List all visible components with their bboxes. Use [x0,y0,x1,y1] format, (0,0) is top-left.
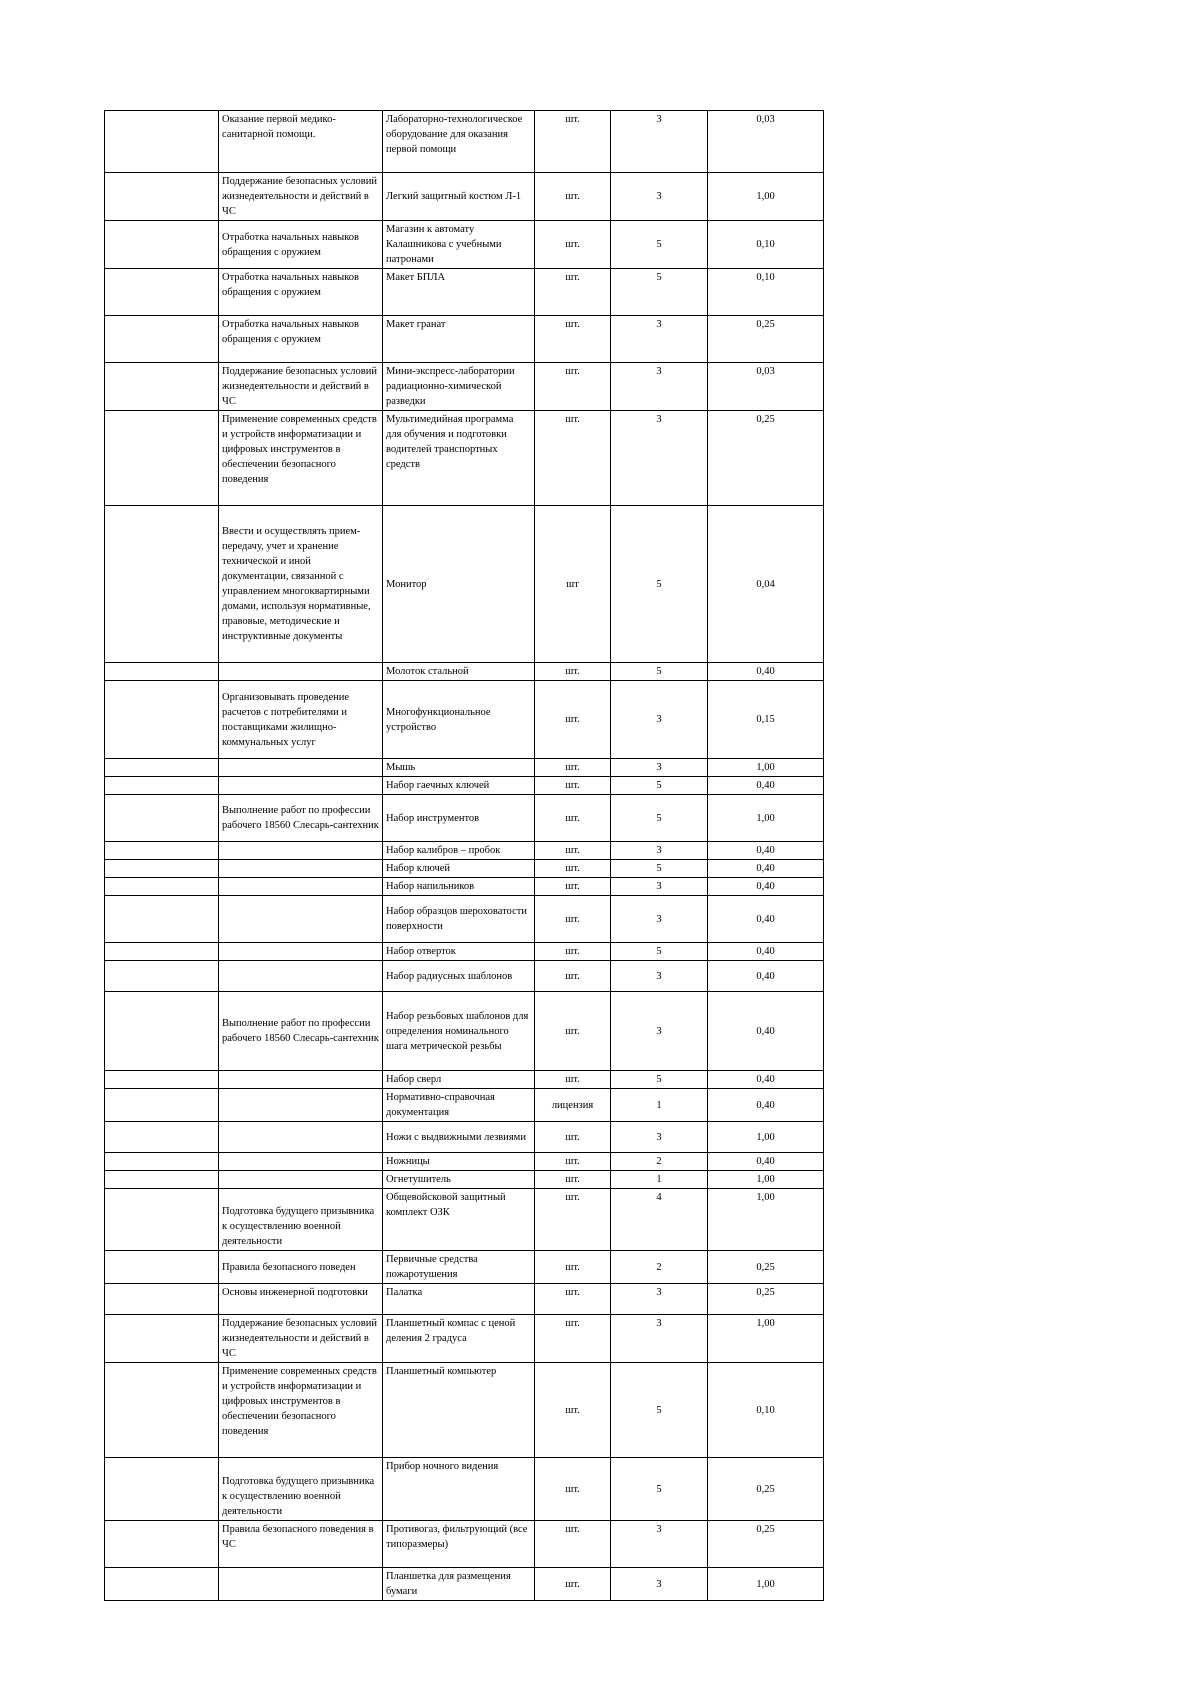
unit-cell: шт. [535,1122,611,1153]
quantity-cell: 2 [611,1251,708,1284]
quantity-cell: 3 [611,111,708,173]
competency-cell: Подготовка будущего призывника к осуществлению военной деятельности [219,1189,383,1251]
row-number-cell [105,1122,219,1153]
coefficient-cell: 0,25 [708,1284,824,1315]
coefficient-cell: 0,40 [708,1153,824,1171]
row-number-cell [105,173,219,221]
competency-cell: Оказание первой медико-санитарной помощи. [219,111,383,173]
row-number-cell [105,860,219,878]
row-number-cell [105,1189,219,1251]
row-number-cell [105,961,219,992]
coefficient-cell: 1,00 [708,759,824,777]
coefficient-cell: 0,40 [708,992,824,1071]
unit-cell: шт. [535,896,611,943]
row-number-cell [105,943,219,961]
competency-cell: Организовывать проведение расчетов с потребителями и поставщиками жилищно-коммунальных услуг [219,681,383,759]
table-row [105,111,824,173]
table-row [105,1363,824,1458]
row-number-cell [105,777,219,795]
unit-cell: шт. [535,759,611,777]
coefficient-cell: 0,03 [708,111,824,173]
equipment-name-cell: Набор калибров – пробок [383,842,535,860]
quantity-cell: 3 [611,1122,708,1153]
quantity-cell: 3 [611,878,708,896]
quantity-cell: 3 [611,411,708,506]
table-row [105,759,824,777]
table-row [105,269,824,316]
competency-cell: Применение современных средств и устройств информатизации и цифровых инструментов в обеспечении безопасного поведения [219,411,383,506]
coefficient-cell: 1,00 [708,173,824,221]
table-row [105,878,824,896]
table-row [105,1521,824,1568]
equipment-name-cell: Мини-экспресс-лаборатории радиационно-химической разведки [383,363,535,411]
table-row [105,316,824,363]
row-number-cell [105,1521,219,1568]
equipment-table-body [105,111,824,1601]
equipment-name-cell: Мультимедийная программа для обучения и подготовки водителей транспортных средств [383,411,535,506]
coefficient-cell: 0,15 [708,681,824,759]
equipment-name-cell: Ножи с выдвижными лезвиями [383,1122,535,1153]
row-number-cell [105,316,219,363]
row-number-cell [105,1363,219,1458]
equipment-name-cell: Набор отверток [383,943,535,961]
competency-cell: Подготовка будущего призывника к осуществлению военной деятельности [219,1458,383,1521]
equipment-name-cell: Планшетный компас с ценой деления 2 градуса [383,1315,535,1363]
coefficient-cell: 0,40 [708,896,824,943]
row-number-cell [105,842,219,860]
table-row [105,411,824,506]
competency-cell [219,961,383,992]
equipment-name-cell: Противогаз, фильтрующий (все типоразмеры) [383,1521,535,1568]
coefficient-cell: 0,40 [708,878,824,896]
table-row [105,1251,824,1284]
competency-cell [219,896,383,943]
coefficient-cell: 0,40 [708,777,824,795]
coefficient-cell: 0,40 [708,943,824,961]
quantity-cell: 1 [611,1171,708,1189]
row-number-cell [105,663,219,681]
competency-cell: Применение современных средств и устройств информатизации и цифровых инструментов в обеспечении безопасного поведения [219,1363,383,1458]
coefficient-cell: 0,10 [708,269,824,316]
competency-cell: Выполнение работ по профессии рабочего 18560 Слесарь-сантехник [219,992,383,1071]
unit-cell: шт. [535,1189,611,1251]
equipment-name-cell: Набор резьбовых шаблонов для определения номинального шага метрической резьбы [383,992,535,1071]
quantity-cell: 3 [611,896,708,943]
equipment-name-cell: Планшетный компьютер [383,1363,535,1458]
row-number-cell [105,1153,219,1171]
quantity-cell: 1 [611,1089,708,1122]
competency-cell [219,1071,383,1089]
row-number-cell [105,363,219,411]
unit-cell: шт. [535,1171,611,1189]
table-row [105,221,824,269]
table-row [105,992,824,1071]
equipment-name-cell: Набор гаечных ключей [383,777,535,795]
table-row [105,363,824,411]
equipment-name-cell: Молоток стальной [383,663,535,681]
coefficient-cell: 0,03 [708,363,824,411]
unit-cell: шт. [535,411,611,506]
table-row [105,1568,824,1601]
coefficient-cell: 0,25 [708,316,824,363]
equipment-name-cell: Набор ключей [383,860,535,878]
equipment-table [104,110,824,1601]
coefficient-cell: 0,40 [708,663,824,681]
row-number-cell [105,1071,219,1089]
table-row [105,1458,824,1521]
equipment-name-cell: Общевойсковой защитный комплект ОЗК [383,1189,535,1251]
equipment-name-cell: Монитор [383,506,535,663]
competency-cell: Поддержание безопасных условий жизнедеятельности и действий в ЧС [219,173,383,221]
competency-cell [219,1568,383,1601]
competency-cell [219,1089,383,1122]
coefficient-cell: 1,00 [708,1122,824,1153]
unit-cell: шт. [535,860,611,878]
quantity-cell: 5 [611,1458,708,1521]
unit-cell: шт [535,506,611,663]
table-row [105,1315,824,1363]
row-number-cell [105,1458,219,1521]
row-number-cell [105,1315,219,1363]
quantity-cell: 5 [611,663,708,681]
quantity-cell: 5 [611,943,708,961]
competency-cell [219,842,383,860]
quantity-cell: 5 [611,221,708,269]
competency-cell: Правила безопасного поведен [219,1251,383,1284]
coefficient-cell: 1,00 [708,1568,824,1601]
coefficient-cell: 0,25 [708,411,824,506]
equipment-name-cell: Прибор ночного видения [383,1458,535,1521]
quantity-cell: 5 [611,269,708,316]
unit-cell: шт. [535,173,611,221]
competency-cell [219,860,383,878]
equipment-name-cell: Ножницы [383,1153,535,1171]
table-row [105,1284,824,1315]
table-row [105,1189,824,1251]
competency-cell [219,1171,383,1189]
table-row [105,1089,824,1122]
table-row [105,173,824,221]
equipment-name-cell: Легкий защитный костюм Л-1 [383,173,535,221]
row-number-cell [105,795,219,842]
equipment-name-cell: Огнетушитель [383,1171,535,1189]
coefficient-cell: 0,25 [708,1458,824,1521]
quantity-cell: 5 [611,1363,708,1458]
unit-cell: шт. [535,1315,611,1363]
table-row [105,961,824,992]
unit-cell: шт. [535,777,611,795]
quantity-cell: 3 [611,1568,708,1601]
competency-cell [219,777,383,795]
competency-cell: Отработка начальных навыков обращения с оружием [219,221,383,269]
equipment-name-cell: Набор инструментов [383,795,535,842]
quantity-cell: 3 [611,759,708,777]
equipment-name-cell: Мышь [383,759,535,777]
unit-cell: шт. [535,1458,611,1521]
unit-cell: шт. [535,842,611,860]
competency-cell [219,1122,383,1153]
row-number-cell [105,759,219,777]
unit-cell: шт. [535,1284,611,1315]
competency-cell: Правила безопасного поведения в ЧС [219,1521,383,1568]
equipment-name-cell: Первичные средства пожаротушения [383,1251,535,1284]
quantity-cell: 5 [611,795,708,842]
table-row [105,795,824,842]
competency-cell: Выполнение работ по профессии рабочего 18560 Слесарь-сантехник [219,795,383,842]
row-number-cell [105,1089,219,1122]
equipment-name-cell: Планшетка для размещения бумаги [383,1568,535,1601]
table-row [105,663,824,681]
quantity-cell: 4 [611,1189,708,1251]
coefficient-cell: 1,00 [708,1171,824,1189]
competency-cell [219,878,383,896]
unit-cell: лицензия [535,1089,611,1122]
table-row [105,1171,824,1189]
unit-cell: шт. [535,269,611,316]
table-row [105,681,824,759]
unit-cell: шт. [535,681,611,759]
row-number-cell [105,506,219,663]
quantity-cell: 3 [611,1521,708,1568]
unit-cell: шт. [535,1071,611,1089]
row-number-cell [105,1171,219,1189]
row-number-cell [105,1568,219,1601]
quantity-cell: 3 [611,316,708,363]
coefficient-cell: 0,10 [708,1363,824,1458]
row-number-cell [105,878,219,896]
equipment-name-cell: Палатка [383,1284,535,1315]
quantity-cell: 3 [611,961,708,992]
coefficient-cell: 0,04 [708,506,824,663]
row-number-cell [105,111,219,173]
competency-cell: Ввести и осуществлять прием-передачу, учет и хранение технической и иной документации, связанной с управлением многоквартирными домами, используя нормативные, правовые, методические и инструктивные документы [219,506,383,663]
quantity-cell: 5 [611,860,708,878]
table-row [105,896,824,943]
coefficient-cell: 0,40 [708,961,824,992]
competency-cell [219,759,383,777]
equipment-name-cell: Магазин к автомату Калашникова с учебными патронами [383,221,535,269]
competency-cell: Основы инженерной подготовки [219,1284,383,1315]
quantity-cell: 3 [611,1315,708,1363]
table-row [105,860,824,878]
unit-cell: шт. [535,1153,611,1171]
table-row [105,1153,824,1171]
coefficient-cell: 0,25 [708,1521,824,1568]
quantity-cell: 3 [611,1284,708,1315]
equipment-name-cell: Набор сверл [383,1071,535,1089]
row-number-cell [105,1284,219,1315]
quantity-cell: 3 [611,363,708,411]
equipment-name-cell: Набор напильников [383,878,535,896]
competency-cell [219,663,383,681]
coefficient-cell: 0,40 [708,842,824,860]
equipment-name-cell: Макет БПЛА [383,269,535,316]
competency-cell: Отработка начальных навыков обращения с оружием [219,269,383,316]
coefficient-cell: 1,00 [708,795,824,842]
row-number-cell [105,269,219,316]
equipment-name-cell: Лабораторно-технологическое оборудование для оказания первой помощи [383,111,535,173]
competency-cell: Отработка начальных навыков обращения с оружием [219,316,383,363]
equipment-name-cell: Нормативно-справочная документация [383,1089,535,1122]
unit-cell: шт. [535,221,611,269]
quantity-cell: 5 [611,506,708,663]
row-number-cell [105,1251,219,1284]
quantity-cell: 5 [611,1071,708,1089]
equipment-name-cell: Макет гранат [383,316,535,363]
quantity-cell: 3 [611,681,708,759]
unit-cell: шт. [535,878,611,896]
unit-cell: шт. [535,943,611,961]
equipment-name-cell: Набор образцов шероховатости поверхности [383,896,535,943]
coefficient-cell: 1,00 [708,1189,824,1251]
unit-cell: шт. [535,1521,611,1568]
table-row [105,1071,824,1089]
quantity-cell: 5 [611,777,708,795]
unit-cell: шт. [535,1251,611,1284]
coefficient-cell: 0,40 [708,1089,824,1122]
row-number-cell [105,221,219,269]
competency-cell: Поддержание безопасных условий жизнедеятельности и действий в ЧС [219,1315,383,1363]
competency-cell: Поддержание безопасных условий жизнедеятельности и действий в ЧС [219,363,383,411]
row-number-cell [105,896,219,943]
unit-cell: шт. [535,663,611,681]
quantity-cell: 2 [611,1153,708,1171]
unit-cell: шт. [535,316,611,363]
table-row [105,842,824,860]
table-row [105,1122,824,1153]
unit-cell: шт. [535,961,611,992]
unit-cell: шт. [535,992,611,1071]
table-row [105,506,824,663]
unit-cell: шт. [535,1568,611,1601]
competency-cell [219,943,383,961]
unit-cell: шт. [535,363,611,411]
unit-cell: шт. [535,795,611,842]
equipment-name-cell: Набор радиусных шаблонов [383,961,535,992]
quantity-cell: 3 [611,992,708,1071]
row-number-cell [105,992,219,1071]
quantity-cell: 3 [611,842,708,860]
quantity-cell: 3 [611,173,708,221]
unit-cell: шт. [535,1363,611,1458]
unit-cell: шт. [535,111,611,173]
coefficient-cell: 0,25 [708,1251,824,1284]
competency-cell [219,1153,383,1171]
coefficient-cell: 0,40 [708,860,824,878]
row-number-cell [105,411,219,506]
equipment-name-cell: Многофункциональное устройство [383,681,535,759]
table-row [105,777,824,795]
coefficient-cell: 1,00 [708,1315,824,1363]
coefficient-cell: 0,10 [708,221,824,269]
row-number-cell [105,681,219,759]
table-row [105,943,824,961]
coefficient-cell: 0,40 [708,1071,824,1089]
